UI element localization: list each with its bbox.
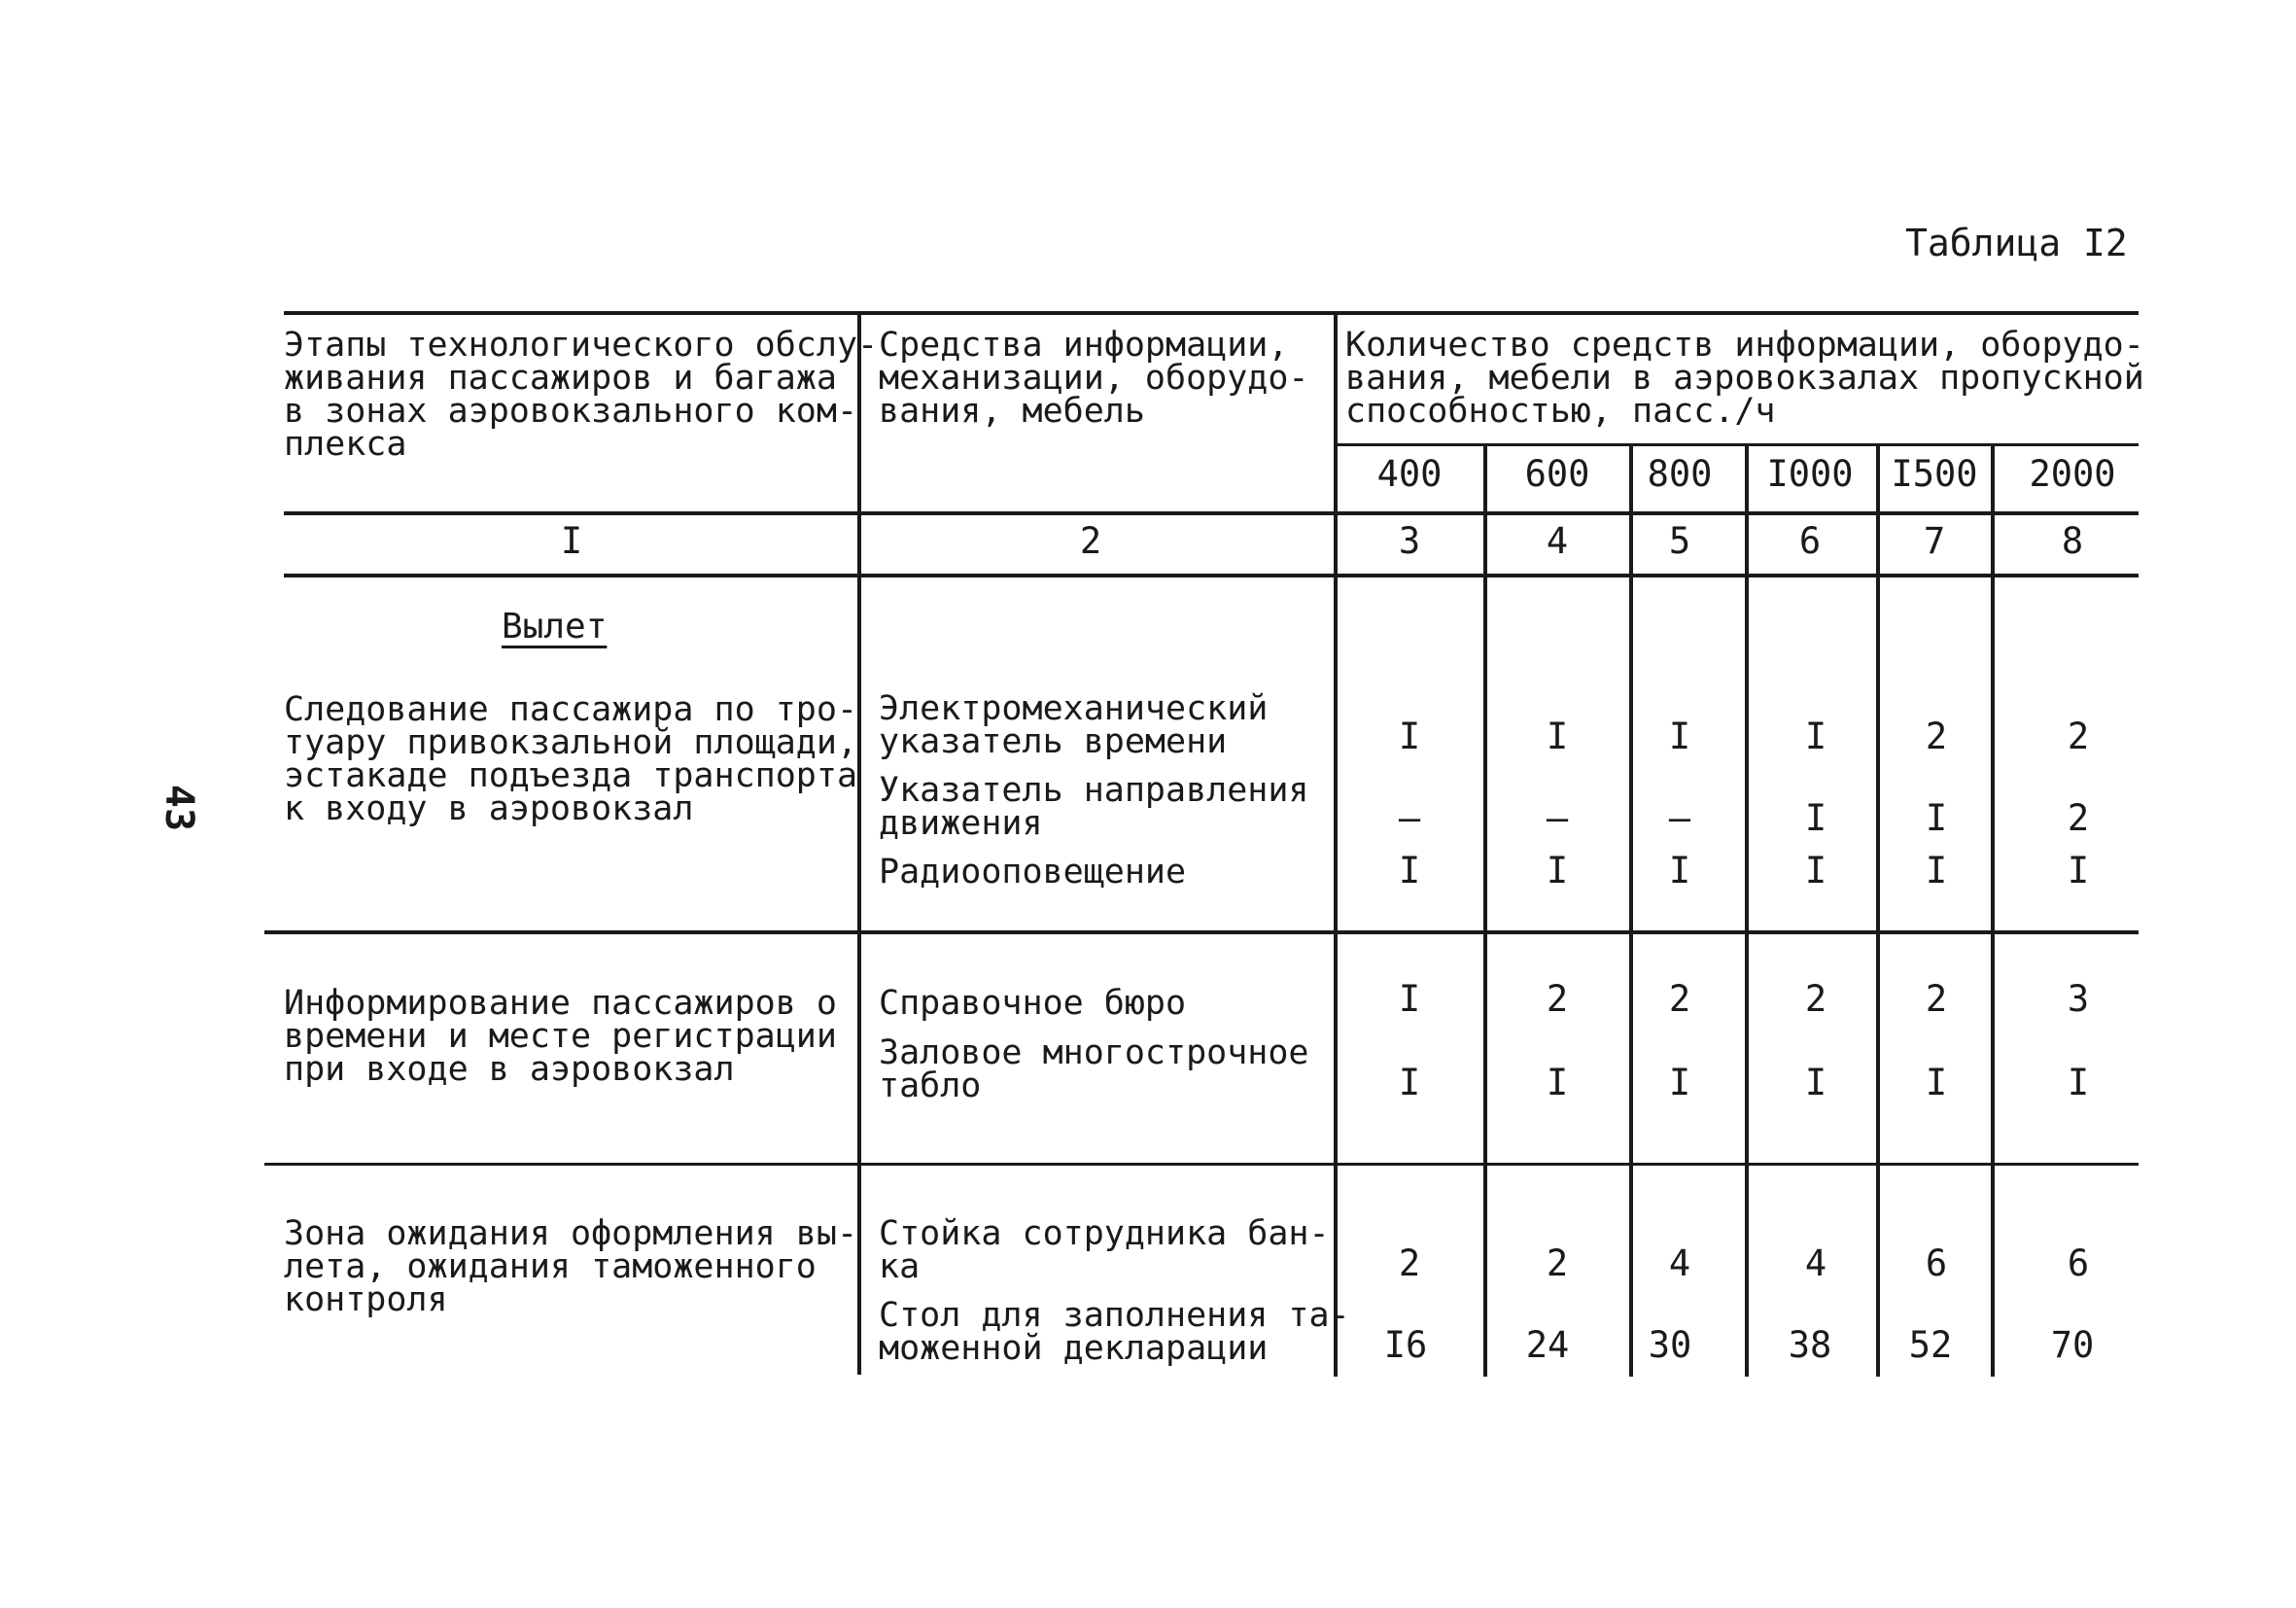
vline-1500: [1876, 443, 1880, 1377]
cell-value: I: [1398, 716, 1421, 757]
capacity-600: 600: [1524, 453, 1590, 495]
rule-group-2: [264, 1163, 2139, 1166]
cell-value: 70: [2050, 1324, 2095, 1366]
colnum-5: 5: [1668, 520, 1691, 562]
rule-group-1: [264, 930, 2139, 934]
cell-value: –: [1546, 797, 1569, 839]
item-name: Справочное бюро: [879, 984, 1187, 1023]
cell-value: 6: [2067, 1242, 2090, 1284]
cell-value: 4: [1804, 1242, 1827, 1284]
item-name: Радиооповещение: [879, 853, 1187, 891]
item-name: Указатель направления движения: [879, 771, 1309, 843]
cell-value: I: [1546, 1062, 1569, 1103]
capacity-800: 800: [1647, 453, 1713, 495]
vline-1000: [1745, 443, 1749, 1377]
cell-value: I: [1925, 1062, 1948, 1103]
cell-value: 2: [1546, 1242, 1569, 1284]
cell-value: 30: [1648, 1324, 1692, 1366]
cell-value: 6: [1925, 1242, 1948, 1284]
cell-value: I: [1804, 1062, 1827, 1103]
header-means: Средства информации, механизации, оборудо- вания, мебель: [879, 326, 1309, 431]
cell-value: I: [1668, 716, 1691, 757]
item-name: Электромеханический указатель времени: [879, 689, 1269, 761]
vline-col2: [857, 311, 861, 1375]
section-title: Вылет: [502, 607, 608, 647]
page-number: 43: [157, 784, 202, 832]
cell-value: 2: [1546, 978, 1569, 1020]
cell-value: 3: [2067, 978, 2090, 1020]
cell-value: I: [1925, 850, 1948, 891]
cell-value: 2: [1804, 978, 1827, 1020]
colnum-2: 2: [1079, 520, 1102, 562]
cell-value: I: [1804, 797, 1827, 839]
vline-col3: [1334, 311, 1338, 1377]
cell-value: I: [1546, 850, 1569, 891]
rule-top: [284, 311, 2139, 315]
cell-value: I: [1398, 1062, 1421, 1103]
cell-value: 2: [1925, 978, 1948, 1020]
cell-value: I6: [1383, 1324, 1428, 1366]
cell-value: –: [1398, 797, 1421, 839]
rule-header-bottom: [284, 511, 2139, 515]
colnum-7: 7: [1923, 520, 1946, 562]
colnum-3: 3: [1398, 520, 1421, 562]
colnum-6: 6: [1798, 520, 1822, 562]
stage-text: Следование пассажира по тро- туару привокзальной площади, эстакаде подъезда транспорта к входу в аэровокзал: [284, 690, 858, 828]
cell-value: 2: [1398, 1242, 1421, 1284]
cell-value: I: [1925, 797, 1948, 839]
cell-value: I: [1668, 850, 1691, 891]
cell-value: I: [1668, 1062, 1691, 1103]
cell-value: I: [1804, 716, 1827, 757]
capacity-1500: I500: [1891, 453, 1978, 495]
item-name: Стойка сотрудника бан- ка: [879, 1214, 1330, 1286]
cell-value: 24: [1525, 1324, 1570, 1366]
cell-value: 2: [2067, 797, 2090, 839]
vline-2000: [1991, 443, 1995, 1377]
cell-value: 52: [1908, 1324, 1953, 1366]
cell-value: I: [1546, 716, 1569, 757]
capacity-1000: I000: [1766, 453, 1854, 495]
cell-value: I: [1398, 850, 1421, 891]
stage-text: Зона ожидания оформления вы- лета, ожидания таможенного контроля: [284, 1214, 858, 1319]
table-title: Таблица I2: [1905, 222, 2128, 264]
colnum-8: 8: [2061, 520, 2084, 562]
cell-value: I: [2067, 1062, 2090, 1103]
item-name: Стол для заполнения та- моженной декларации: [879, 1296, 1350, 1368]
rule-capacity: [1337, 443, 2139, 446]
cell-value: 2: [2067, 716, 2090, 757]
cell-value: 4: [1668, 1242, 1691, 1284]
vline-600: [1483, 443, 1487, 1377]
vline-800: [1629, 443, 1633, 1377]
capacity-400: 400: [1376, 453, 1443, 495]
cell-value: I: [2067, 850, 2090, 891]
colnum-4: 4: [1546, 520, 1569, 562]
cell-value: –: [1668, 797, 1691, 839]
header-quantity: Количество средств информации, оборудо- вания, мебели в аэровокзалах пропускной способностью, пасс./ч: [1345, 326, 2144, 431]
cell-value: 2: [1668, 978, 1691, 1020]
cell-value: I: [1398, 978, 1421, 1020]
rule-colnum-bottom: [284, 574, 2139, 577]
cell-value: 38: [1788, 1324, 1832, 1366]
header-stage: Этапы технологического обслу- живания пассажиров и багажа в зонах аэровокзального ком- плекса: [284, 326, 879, 464]
cell-value: 2: [1925, 716, 1948, 757]
item-name: Заловое многострочное табло: [879, 1033, 1309, 1105]
colnum-1: I: [560, 520, 583, 562]
stage-text: Информирование пассажиров о времени и месте регистрации при входе в аэровокзал: [284, 984, 837, 1089]
cell-value: I: [1804, 850, 1827, 891]
capacity-2000: 2000: [2029, 453, 2116, 495]
